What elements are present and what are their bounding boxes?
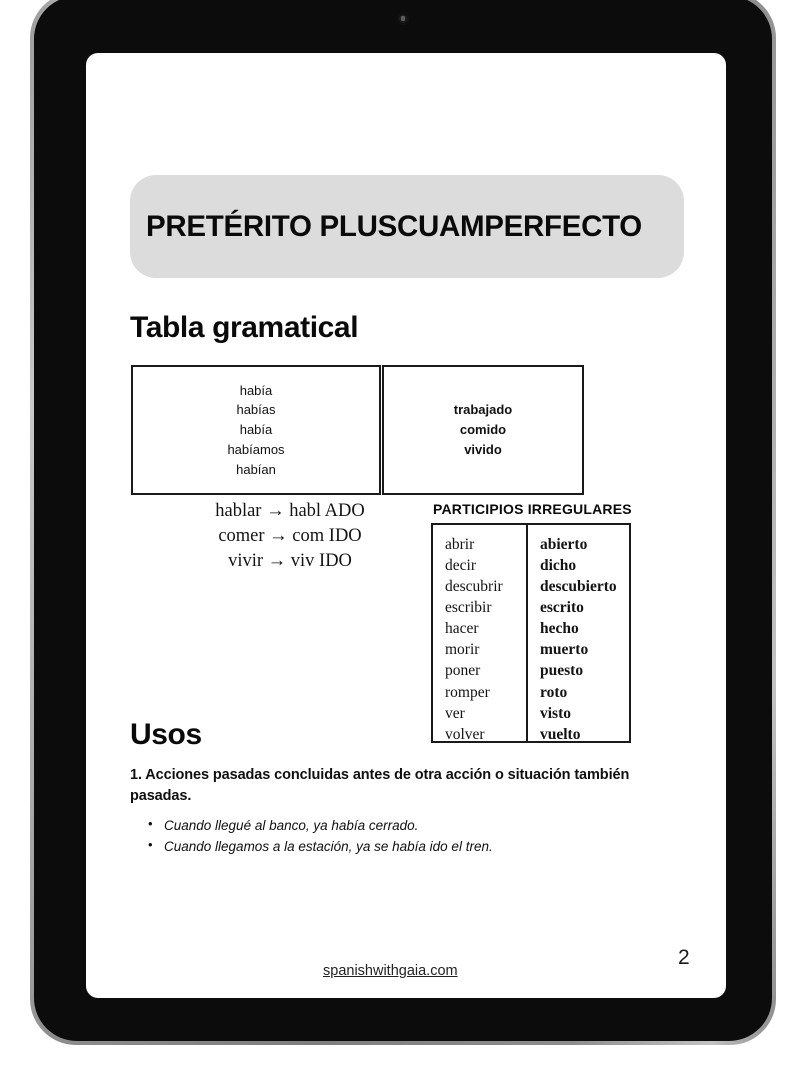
- section-heading-uses: Usos: [130, 718, 202, 751]
- auxiliary-item: habías: [236, 402, 276, 418]
- auxiliary-item: habíamos: [227, 441, 285, 457]
- worksheet-page: [86, 53, 726, 998]
- infinitive-item: escribir: [445, 599, 492, 617]
- use-examples-list: [148, 815, 668, 857]
- irregular-participle-item: dicho: [540, 557, 577, 575]
- auxiliary-item: habían: [236, 461, 276, 477]
- infinitive-item: volver: [445, 725, 485, 743]
- use-item-1: 1. Acciones pasadas concluidas antes de otra acción o situación también pasadas.: [130, 767, 630, 805]
- irregular-participle-item: visto: [540, 704, 571, 722]
- irregular-participle-item: hecho: [540, 620, 579, 638]
- page-title: PRETÉRITO PLUSCUAMPERFECTO: [146, 209, 642, 243]
- page-number: 2: [678, 946, 690, 969]
- auxiliary-item: había: [239, 422, 273, 438]
- formation-rule: comer → com IDO: [218, 526, 362, 547]
- infinitive-item: poner: [445, 662, 481, 680]
- irregular-participle-item: muerto: [540, 641, 589, 659]
- irregular-participles-table: [431, 523, 631, 743]
- infinitive-item: romper: [445, 683, 490, 701]
- formation-rule: vivir → viv IDO: [228, 551, 352, 572]
- participle-item: comido: [459, 422, 507, 438]
- footer-website-link[interactable]: spanishwithgaia.com: [323, 963, 458, 979]
- auxiliary-list: [227, 381, 284, 480]
- formation-rules-list: [130, 499, 450, 574]
- irregular-participles-title: PARTICIPIOS IRREGULARES: [433, 501, 632, 517]
- infinitive-item: ver: [445, 704, 465, 722]
- infinitive-item: hacer: [445, 620, 479, 638]
- infinitive-item: decir: [445, 557, 476, 575]
- section-heading-grammar: Tabla gramatical: [130, 311, 359, 344]
- participle-item: vivido: [464, 441, 502, 457]
- irregular-participle-item: escrito: [540, 599, 584, 617]
- infinitive-item: descubrir: [445, 578, 503, 596]
- use-example: • Cuando llegamos a la estación, ya se había ido el tren.: [148, 836, 668, 857]
- tablet-screen: [86, 53, 726, 998]
- camera-dot-icon: [397, 13, 409, 25]
- irregular-participle-item: vuelto: [540, 725, 581, 743]
- participle-item: trabajado: [453, 402, 513, 418]
- irregular-participle-item: puesto: [540, 662, 584, 680]
- irregular-participle-column: [528, 525, 629, 741]
- tablet-bezel: [34, 0, 772, 1041]
- conjugation-auxiliary-cell: [131, 365, 381, 495]
- infinitive-item: abrir: [445, 536, 475, 553]
- infinitive-item: morir: [445, 641, 480, 659]
- participle-list: [454, 400, 513, 459]
- irregular-infinitive-column: [433, 525, 528, 741]
- irregular-participle-item: abierto: [540, 536, 588, 553]
- title-banner: [130, 175, 684, 278]
- auxiliary-item: había: [239, 382, 273, 398]
- conjugation-table: [131, 365, 584, 495]
- conjugation-participle-cell: [382, 365, 584, 495]
- use-example: • Cuando llegué al banco, ya había cerrado.: [148, 815, 668, 836]
- tablet-device-frame: [30, 0, 776, 1045]
- formation-rule: hablar → habl ADO: [215, 501, 365, 521]
- irregular-participle-item: roto: [540, 683, 568, 701]
- irregular-participle-item: descubierto: [540, 578, 617, 596]
